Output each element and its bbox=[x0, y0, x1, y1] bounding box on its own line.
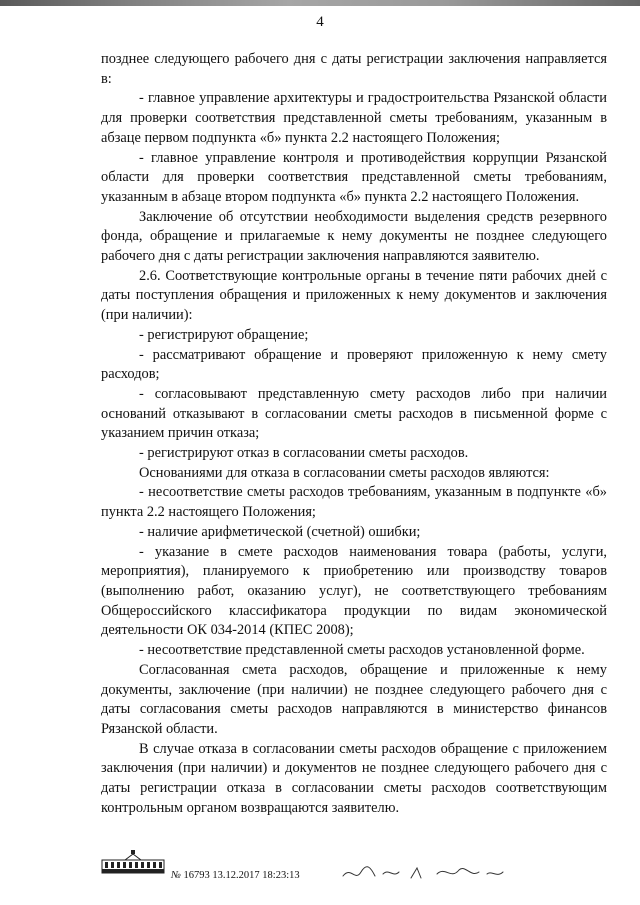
paragraph-11: - несоответствие сметы расходов требованиям, указанным в подпункте «б» пункта 2.2 настоящего Положения; bbox=[101, 484, 607, 521]
paragraph-9: - регистрируют отказ в согласовании сметы расходов. bbox=[139, 445, 469, 462]
scan-top-edge bbox=[0, 0, 640, 6]
document-body bbox=[101, 50, 607, 818]
page-number: 4 bbox=[316, 14, 324, 30]
paragraph-3: - главное управление контроля и противодействия коррупции Рязанской области для проверки соответствия представленной сметы требованиям, указанным в абзаце втором подпункта «б» пункта 2.2 настоящего Положения. bbox=[101, 149, 607, 205]
registration-mark: № bbox=[171, 870, 181, 881]
handwritten-signature bbox=[341, 862, 511, 884]
paragraph-15: Согласованная смета расходов, обращение и приложенные к нему документы, заключение (при наличии) не позднее следующего рабочего дня с даты согласования сметы расходов направляются в министерство финансов Рязанской области. bbox=[101, 661, 607, 737]
paragraph-10: Основаниями для отказа в согласовании сметы расходов являются: bbox=[139, 464, 550, 481]
paragraph-1: позднее следующего рабочего дня с даты регистрации заключения направляется в: bbox=[101, 51, 607, 87]
registration-number-date: 16793 13.12.2017 18:23:13 bbox=[183, 870, 300, 881]
paragraph-7: - рассматривают обращение и проверяют приложенную к нему смету расходов; bbox=[101, 346, 607, 383]
registration-footer bbox=[101, 848, 561, 888]
registration-line bbox=[171, 870, 300, 881]
paragraph-13: - указание в смете расходов наименования товара (работы, услуги, мероприятия), планируемого к приобретению или производству товаров (выполнению работ, оказанию услуг), не соответствующего требованиям Общероссийского классификатора продукции по видам экономической деятельности ОК 034-2014 (КПЕС 2008); bbox=[101, 543, 607, 639]
paragraph-14: - несоответствие представленной сметы расходов установленной форме. bbox=[139, 642, 585, 659]
building-stamp-icon bbox=[101, 848, 165, 874]
paragraph-2: - главное управление архитектуры и градостроительства Рязанской области для проверки соответствия представленной сметы требованиям, указанным в абзаце первом подпункта «б» пункта 2.2 настоящего Положения; bbox=[101, 90, 607, 146]
paragraph-6: - регистрируют обращение; bbox=[139, 326, 309, 343]
paragraph-16: В случае отказа в согласовании сметы расходов обращение с приложением заключения (при наличии) и документов не позднее следующего рабочего дня с даты регистрации отказа в согласовании сметы расходов соответствующим контрольным органом возвращаются заявителю. bbox=[101, 740, 607, 816]
paragraph-12: - наличие арифметической (счетной) ошибки; bbox=[139, 523, 421, 540]
paragraph-4: Заключение об отсутствии необходимости выделения средств резервного фонда, обращение и прилагаемые к нему документы не позднее следующего рабочего дня с даты регистрации заключения направляются заявителю. bbox=[101, 208, 607, 265]
paragraph-5: 2.6. Соответствующие контрольные органы в течение пяти рабочих дней с даты поступления обращения и приложенных к нему документов и заключения (при наличии): bbox=[101, 267, 607, 324]
paragraph-8: - согласовывают представленную смету расходов либо при наличии оснований отказывают в согласовании сметы расходов в письменной форме с указанием причин отказа; bbox=[101, 385, 607, 442]
